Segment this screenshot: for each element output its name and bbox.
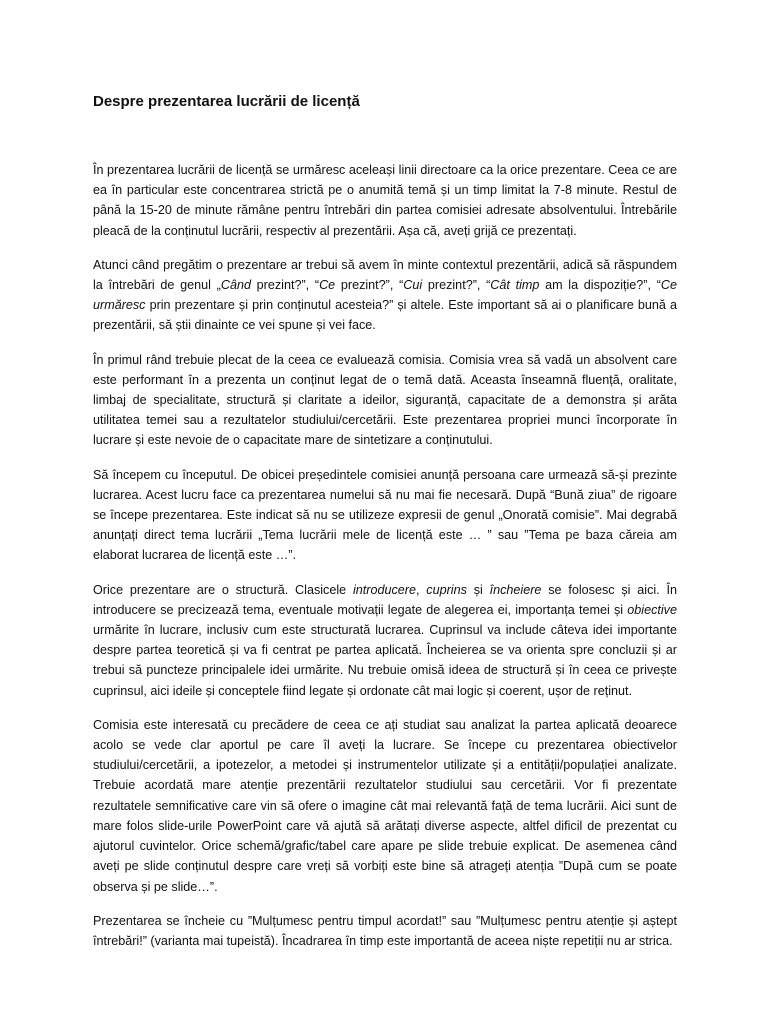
text-span: prezint?”, “ (422, 278, 491, 293)
italic-term-cuprins: cuprins (426, 582, 467, 597)
paragraph-context (93, 255, 677, 336)
document-page (93, 92, 677, 965)
paragraph-structure (93, 580, 677, 701)
italic-term-introducere: introducere (352, 582, 416, 597)
text-span: și (466, 582, 490, 597)
text-span: Orice prezentare are o structură. Clasicele (93, 582, 353, 597)
italic-term-cand: Când (220, 278, 251, 293)
text-span: prezint?”, “ (335, 278, 404, 293)
paragraph-intro: În prezentarea lucrării de licență se urmăresc aceleași linii directoare ca la orice prezentare. Ceea ce are ea în particular este concentrarea strictă pe o anumită temă și un timp limitat la 7-8 minute. Restul de până la 15-20 de minute rămâne pentru întrebări din partea comisiei adresate absolventului. Întrebările pleacă de la conținutul lucrării, respectiv al prezentării. Așa că, aveți grijă ce prezentați. (93, 163, 677, 238)
paragraph-applied-part: Comisia este interesată cu precădere de ceea ce ați studiat sau analizat la partea aplicată deoarece acolo se vede clar aportul pe care îl aveți la lucrare. Se începe cu prezentarea obiectivelor studiului/cercetării, a ipotezelor, a metodei și instrumentelor utilizate și a entității/populației analizate. Trebuie acordată mare atenție prezentării rezultatelor studiului sau cercetării. Vor fi prezentate rezultatele semnificative care vin să ofere o imagine cât mai relevantă față de tema lucrării. Aici sunt de mare folos slide-urile PowerPoint care vă ajută să arătați diverse aspecte, altfel dificil de prezentat cu ajutorul cuvintelor. Orice schemă/grafic/tabel care apare pe slide trebuie explicat. De asemenea când aveți pe slide conținutul despre care vreți să vorbiți este bine să atrageți atenția ”După cum se poate observa și pe slide…”. (93, 717, 677, 894)
italic-term-cui: Cui (403, 278, 423, 293)
text-span: prin prezentare și prin conținutul acesteia?” și altele. Este important să ai o planificare bună a prezentării, să știi dinainte ce vei spune și vei face. (93, 298, 677, 333)
italic-term-ce-urmaresc: Ce urmăresc (93, 278, 678, 313)
italic-term-incheiere: încheiere (489, 582, 542, 597)
text-span: Atunci când pregătim o prezentare ar trebui să avem în minte contextul prezentării, adică să răspundem la întrebări de genul „ (93, 257, 677, 293)
text-span: se folosesc și aici. În introducere se precizează tema, eventuale motivații legate de alegerea ei, importanța temei și (93, 582, 677, 617)
paragraph-beginning: Să începem cu începutul. De obicei președintele comisiei anunță persoana care urmează să-și prezinte lucrarea. Acest lucru face ca prezentarea numelui să nu mai fie necesară. După “Bună ziua” de rigoare se începe prezentarea. Este indicat să nu se utilizeze expresii de genul „Onorată comisie”. Mai degrabă anunțați direct tema lucrării „Tema lucrării mele de licență este … ” sau ”Tema pe baza căreia am elaborat lucrarea de licență este …”. (93, 467, 677, 563)
text-span: , (415, 582, 427, 597)
italic-term-cat-timp: Cât timp (490, 278, 540, 293)
paragraph-evaluation: În primul rând trebuie plecat de la ceea ce evaluează comisia. Comisia vrea să vadă un absolvent care este performant în a prezenta un conținut legat de o temă dată. Aceasta înseamnă fluență, oralitate, limbaj de specialitate, structură și claritate a ideilor, siguranță, capacitate de a demonstra și arăta utilitatea temei sau a rezultatelor studiului/cercetării. Este prezentarea propriei munci încorporate în lucrare și este nevoie de o capacitate mare de sintetizare a conținutului. (93, 352, 677, 448)
italic-term-obiective: obiective (627, 602, 677, 617)
document-title: Despre prezentarea lucrării de licență (93, 93, 360, 110)
italic-term-ce: Ce (319, 278, 336, 293)
text-span: urmărite în lucrare, inclusiv cum este structurată lucrarea. Cuprinsul va include câteva idei importante despre partea teoretică și va fi centrat pe partea aplicată. Încheierea se va orienta spre concluzii și ar trebui să puncteze principalele idei urmărite. Nu trebuie omisă ideea de structură și în ceea ce privește cuprinsul, aici ideile și conceptele fiind legate și ordonate cât mai logic și coerent, ușor de reținut. (93, 623, 677, 698)
text-span: prezint?”, “ (250, 278, 320, 293)
text-span: am la dispoziție?”, “ (539, 278, 661, 293)
paragraph-ending: Prezentarea se încheie cu ”Mulțumesc pentru timpul acordat!” sau ”Mulțumesc pentru atenție și aștept întrebări!” (varianta mai tupeistă). Încadrarea în timp este importantă de aceea niște repetiții nu ar strica. (93, 913, 677, 948)
